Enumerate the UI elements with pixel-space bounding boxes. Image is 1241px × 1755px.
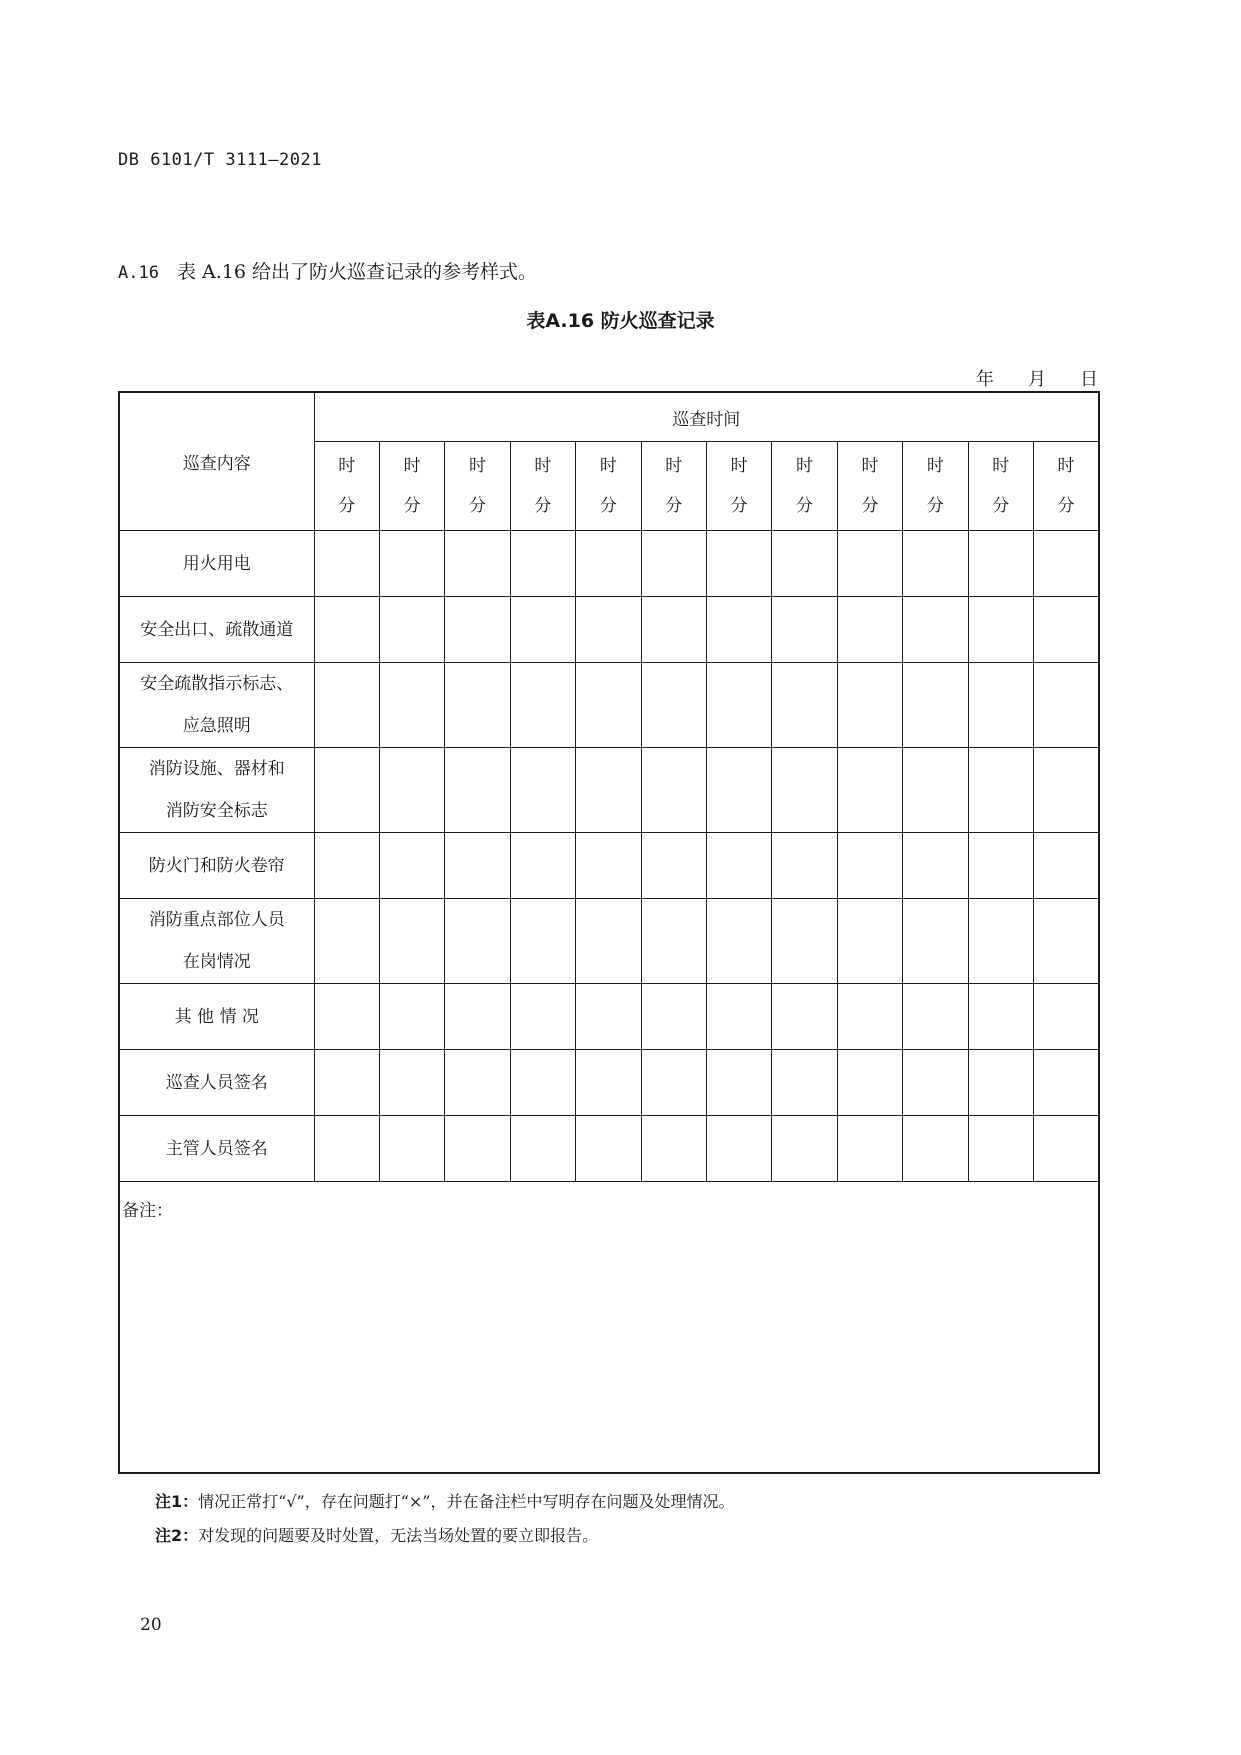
record-cell[interactable]: [510, 1050, 575, 1116]
record-cell[interactable]: [379, 531, 444, 597]
table-row: [119, 984, 1099, 1050]
record-cell[interactable]: [772, 748, 837, 833]
date-day: 日: [1080, 369, 1098, 390]
row-label: 消防设施、器材和: [148, 759, 285, 779]
record-cell[interactable]: [837, 663, 902, 748]
record-cell[interactable]: [1033, 1050, 1099, 1116]
row-label-cell: [119, 663, 314, 748]
hour-label: 时: [992, 456, 1010, 476]
record-cell[interactable]: [837, 531, 902, 597]
record-cell[interactable]: [314, 597, 379, 663]
record-cell[interactable]: [445, 1050, 510, 1116]
record-cell[interactable]: [772, 1050, 837, 1116]
hour-label: 时: [534, 456, 552, 476]
document-number: DB 6101/T 3111—2021: [118, 150, 322, 170]
row-label: 主管人员签名: [165, 1138, 268, 1159]
time-header-cell: [314, 392, 1099, 442]
minute-label: 分: [469, 496, 487, 516]
hour-label: 时: [1057, 456, 1075, 476]
record-cell[interactable]: [903, 1050, 968, 1116]
hour-label: 时: [403, 456, 421, 476]
note-1-prefix: 注1：: [155, 1492, 199, 1511]
record-cell[interactable]: [576, 1116, 641, 1182]
record-cell[interactable]: [903, 1116, 968, 1182]
record-cell[interactable]: [706, 899, 771, 984]
record-cell[interactable]: [445, 899, 510, 984]
row-label: 应急照明: [182, 716, 251, 736]
record-cell[interactable]: [379, 899, 444, 984]
table-row: [119, 1116, 1099, 1182]
record-cell[interactable]: [772, 531, 837, 597]
clause-number: A.16: [118, 263, 159, 283]
record-cell[interactable]: [641, 531, 706, 597]
time-slot-header: [445, 442, 510, 531]
remarks-row: [119, 1182, 1099, 1474]
time-slot-header: [706, 442, 771, 531]
record-cell[interactable]: [903, 748, 968, 833]
record-cell[interactable]: [1033, 1116, 1099, 1182]
minute-label: 分: [926, 496, 944, 516]
record-cell[interactable]: [510, 984, 575, 1050]
row-label-cell: [119, 833, 314, 899]
table-title: 表A.16 防火巡查记录: [526, 310, 715, 332]
record-cell[interactable]: [314, 1050, 379, 1116]
hour-label: 时: [469, 456, 487, 476]
record-cell[interactable]: [445, 748, 510, 833]
record-cell[interactable]: [772, 833, 837, 899]
record-cell[interactable]: [314, 1116, 379, 1182]
note-1-text: 情况正常打“√”，存在问题打“×”，并在备注栏中写明存在问题及处理情况。: [198, 1492, 735, 1511]
record-cell[interactable]: [445, 984, 510, 1050]
note-2-prefix: 注2：: [155, 1526, 199, 1545]
content-header-cell: [119, 392, 314, 531]
record-cell[interactable]: [314, 748, 379, 833]
record-cell[interactable]: [641, 1116, 706, 1182]
time-slot-header: [314, 442, 379, 531]
minute-label: 分: [992, 496, 1010, 516]
record-cell[interactable]: [510, 899, 575, 984]
table-row: [119, 833, 1099, 899]
record-cell[interactable]: [706, 1050, 771, 1116]
record-cell[interactable]: [1033, 597, 1099, 663]
time-slot-header: [379, 442, 444, 531]
time-slot-header: [837, 442, 902, 531]
time-slot-header: [576, 442, 641, 531]
record-cell[interactable]: [837, 1116, 902, 1182]
record-cell[interactable]: [968, 833, 1033, 899]
record-cell[interactable]: [576, 748, 641, 833]
record-cell[interactable]: [903, 899, 968, 984]
date-month: 月: [1028, 369, 1046, 390]
minute-label: 分: [1057, 496, 1075, 516]
record-cell[interactable]: [903, 663, 968, 748]
record-cell[interactable]: [837, 899, 902, 984]
record-cell[interactable]: [314, 663, 379, 748]
record-cell[interactable]: [772, 663, 837, 748]
table-row: [119, 748, 1099, 833]
time-slot-header: [772, 442, 837, 531]
record-cell[interactable]: [314, 531, 379, 597]
minute-label: 分: [403, 496, 421, 516]
record-cell[interactable]: [903, 984, 968, 1050]
record-cell[interactable]: [576, 833, 641, 899]
record-cell[interactable]: [706, 1116, 771, 1182]
row-label: 安全疏散指示标志、: [140, 674, 294, 694]
record-cell[interactable]: [576, 899, 641, 984]
row-label-cell: [119, 1050, 314, 1116]
record-cell[interactable]: [445, 663, 510, 748]
record-cell[interactable]: [641, 899, 706, 984]
hour-label: 时: [599, 456, 617, 476]
record-cell[interactable]: [706, 984, 771, 1050]
hour-label: 时: [861, 456, 879, 476]
note-2-text: 对发现的问题要及时处置，无法当场处置的要立即报告。: [198, 1526, 599, 1545]
table-row: [119, 597, 1099, 663]
row-label: 安全出口、疏散通道: [140, 619, 294, 640]
row-label: 巡查人员签名: [165, 1072, 268, 1093]
record-cell[interactable]: [641, 1050, 706, 1116]
record-cell[interactable]: [772, 597, 837, 663]
remarks-cell[interactable]: [119, 1182, 1099, 1474]
record-cell[interactable]: [968, 663, 1033, 748]
minute-label: 分: [730, 496, 748, 516]
table-row: [119, 899, 1099, 984]
record-cell[interactable]: [968, 1050, 1033, 1116]
record-cell[interactable]: [314, 984, 379, 1050]
row-label: 其 他 情 况: [174, 1006, 259, 1027]
content-header: 巡查内容: [182, 454, 251, 474]
record-cell[interactable]: [837, 833, 902, 899]
row-label: 消防重点部位人员: [148, 910, 285, 930]
record-cell[interactable]: [641, 833, 706, 899]
record-cell[interactable]: [1033, 531, 1099, 597]
record-cell[interactable]: [968, 899, 1033, 984]
minute-label: 分: [599, 496, 617, 516]
record-cell[interactable]: [706, 833, 771, 899]
record-cell[interactable]: [772, 899, 837, 984]
remarks-label: 备注：: [122, 1201, 173, 1221]
record-cell[interactable]: [510, 663, 575, 748]
record-cell[interactable]: [837, 597, 902, 663]
minute-label: 分: [861, 496, 879, 516]
row-label-cell: [119, 748, 314, 833]
record-cell[interactable]: [1033, 899, 1099, 984]
table-row: [119, 1050, 1099, 1116]
record-cell[interactable]: [576, 597, 641, 663]
record-cell[interactable]: [1033, 984, 1099, 1050]
time-slot-header: [1033, 442, 1099, 531]
record-cell[interactable]: [903, 833, 968, 899]
record-cell[interactable]: [1033, 833, 1099, 899]
record-cell[interactable]: [576, 1050, 641, 1116]
record-cell[interactable]: [314, 833, 379, 899]
patrol-record-table: [118, 391, 1100, 1474]
row-label-cell: [119, 597, 314, 663]
record-cell[interactable]: [837, 984, 902, 1050]
record-cell[interactable]: [772, 984, 837, 1050]
record-cell[interactable]: [968, 984, 1033, 1050]
record-cell[interactable]: [576, 984, 641, 1050]
hour-label: 时: [926, 456, 944, 476]
record-cell[interactable]: [968, 1116, 1033, 1182]
record-cell[interactable]: [903, 531, 968, 597]
record-cell[interactable]: [968, 597, 1033, 663]
hour-label: 时: [338, 456, 356, 476]
record-cell[interactable]: [641, 748, 706, 833]
row-label: 消防安全标志: [165, 801, 268, 821]
minute-label: 分: [338, 496, 356, 516]
record-cell[interactable]: [1033, 663, 1099, 748]
record-cell[interactable]: [445, 1116, 510, 1182]
record-cell[interactable]: [379, 833, 444, 899]
record-cell[interactable]: [510, 748, 575, 833]
time-slot-header: [968, 442, 1033, 531]
notes: [155, 1485, 734, 1553]
record-cell[interactable]: [379, 984, 444, 1050]
row-label: 用火用电: [182, 553, 251, 574]
clause-paragraph: [118, 257, 537, 284]
table-row: [119, 663, 1099, 748]
note-1: [155, 1485, 734, 1519]
time-header: 巡查时间: [672, 409, 741, 430]
hour-label: 时: [665, 456, 683, 476]
clause-text: 表 A.16 给出了防火巡查记录的参考样式。: [176, 261, 537, 283]
record-cell[interactable]: [510, 833, 575, 899]
record-cell[interactable]: [1033, 748, 1099, 833]
record-cell[interactable]: [968, 531, 1033, 597]
record-cell[interactable]: [903, 597, 968, 663]
header-row-1: [119, 392, 1099, 442]
record-cell[interactable]: [706, 748, 771, 833]
record-cell[interactable]: [379, 1116, 444, 1182]
record-cell[interactable]: [641, 663, 706, 748]
page-number: 20: [140, 1615, 162, 1635]
time-slot-header: [903, 442, 968, 531]
record-cell[interactable]: [379, 748, 444, 833]
minute-label: 分: [665, 496, 683, 516]
record-cell[interactable]: [968, 748, 1033, 833]
record-cell[interactable]: [706, 531, 771, 597]
note-2: [155, 1519, 734, 1553]
row-label-cell: [119, 531, 314, 597]
record-cell[interactable]: [379, 597, 444, 663]
record-cell[interactable]: [510, 531, 575, 597]
row-label: 在岗情况: [182, 952, 251, 972]
record-cell[interactable]: [837, 1050, 902, 1116]
record-cell[interactable]: [379, 663, 444, 748]
record-cell[interactable]: [445, 597, 510, 663]
record-cell[interactable]: [576, 663, 641, 748]
record-cell[interactable]: [837, 748, 902, 833]
hour-label: 时: [730, 456, 748, 476]
record-cell[interactable]: [445, 833, 510, 899]
table-row: [119, 531, 1099, 597]
record-cell[interactable]: [510, 597, 575, 663]
row-label-cell: [119, 899, 314, 984]
row-label: 防火门和防火卷帘: [148, 855, 285, 876]
record-cell[interactable]: [772, 1116, 837, 1182]
record-cell[interactable]: [510, 1116, 575, 1182]
record-cell[interactable]: [379, 1050, 444, 1116]
time-slot-header: [510, 442, 575, 531]
row-label-cell: [119, 984, 314, 1050]
time-slot-header: [641, 442, 706, 531]
record-cell[interactable]: [706, 663, 771, 748]
date-year: 年: [976, 369, 994, 390]
record-cell[interactable]: [641, 597, 706, 663]
row-label-cell: [119, 1116, 314, 1182]
record-cell[interactable]: [576, 531, 641, 597]
hour-label: 时: [796, 456, 814, 476]
record-cell[interactable]: [641, 984, 706, 1050]
date-line: [942, 365, 1098, 391]
record-cell[interactable]: [445, 531, 510, 597]
minute-label: 分: [534, 496, 552, 516]
record-cell[interactable]: [706, 597, 771, 663]
minute-label: 分: [796, 496, 814, 516]
record-cell[interactable]: [314, 899, 379, 984]
